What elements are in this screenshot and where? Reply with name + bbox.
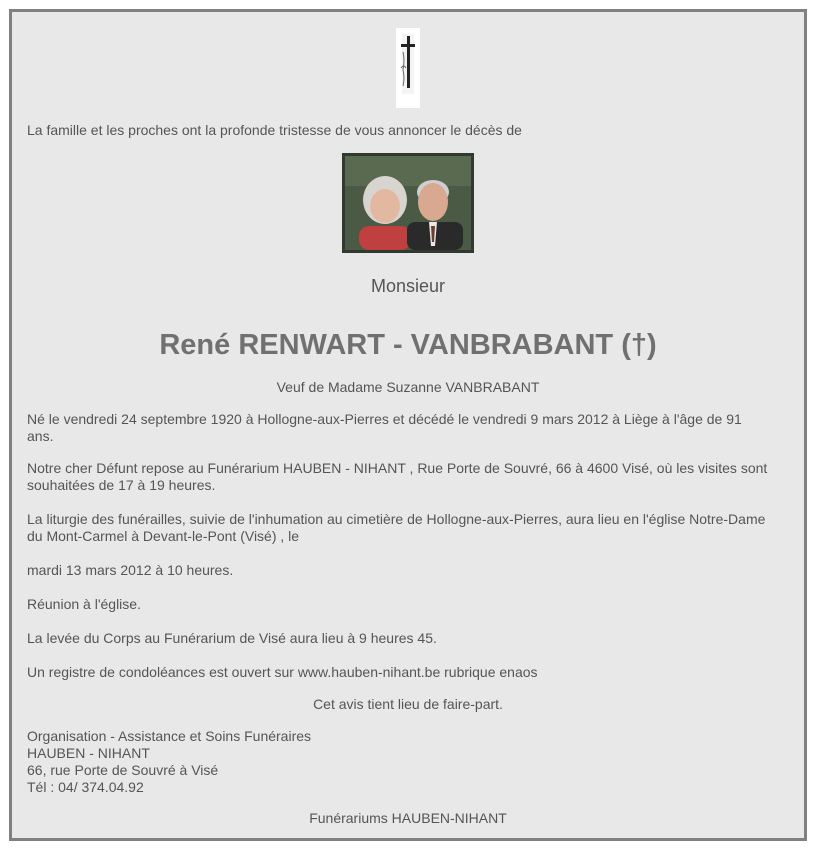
org-line-2: HAUBEN - NIHANT — [27, 745, 150, 761]
footer-text: Funérariums HAUBEN-NIHANT — [309, 810, 507, 826]
honorific-title: Monsieur — [370, 276, 446, 296]
deceased-name: René RENWART - VANBRABANT (†) — [159, 329, 657, 361]
org-line-3: 66, rue Porte de Souvré à Visé — [27, 762, 219, 778]
cross-icon — [396, 28, 420, 108]
ceremony-date: mardi 13 mars 2012 à 10 heures. — [27, 562, 234, 578]
notice-text: Cet avis tient lieu de faire-part. — [313, 696, 503, 712]
repose-text: Notre cher Défunt repose au Funérarium HAUBEN - NIHANT , Rue Porte de Souvré, 66 à 4600 Visé, où les visites sont souhaitées de 17 à 19 heures. — [27, 460, 768, 493]
org-line-1: Organisation - Assistance et Soins Funéraires — [27, 728, 312, 744]
portrait-photo — [342, 153, 474, 253]
obituary-card — [9, 9, 807, 841]
liturgy-text: La liturgie des funérailles, suivie de l'inhumation au cimetière de Hollogne-aux-Pierres, aura lieu en l'église Notre-Dame du Mont-Carmel à Devant-le-Pont (Visé) , le — [27, 511, 766, 544]
birth-death-text: Né le vendredi 24 septembre 1920 à Hollogne-aux-Pierres et décédé le vendredi 9 mars 2012 à Liège à l'âge de 91 ans. — [27, 411, 742, 444]
organization-block — [27, 728, 772, 796]
levee-text: La levée du Corps au Funérarium de Visé aura lieu à 9 heures 45. — [27, 630, 437, 646]
intro-text: La famille et les proches ont la profonde tristesse de vous annoncer le décès de — [27, 122, 522, 138]
meeting-text: Réunion à l'église. — [27, 596, 141, 612]
condolence-register-text: Un registre de condoléances est ouvert sur www.hauben-nihant.be rubrique enaos — [27, 664, 538, 680]
widow-line: Veuf de Madame Suzanne VANBRABANT — [276, 379, 540, 395]
org-phone: Tél : 04/ 374.04.92 — [27, 779, 144, 795]
